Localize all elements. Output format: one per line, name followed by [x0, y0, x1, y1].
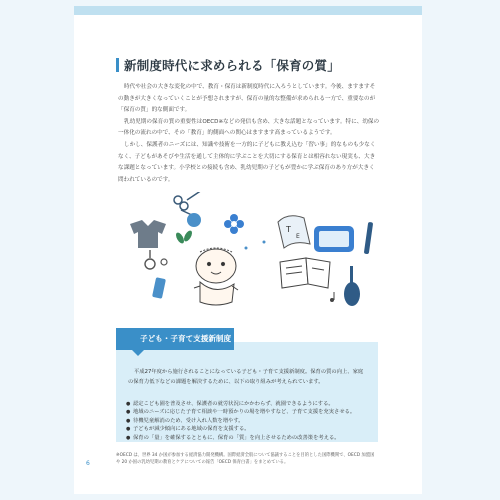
flower-icon	[224, 214, 244, 234]
support-box-heading: 子ども・子育て支援新制度	[116, 328, 234, 350]
svg-text:E: E	[296, 233, 300, 240]
ring-icon	[161, 259, 167, 265]
support-box-paragraph: 平成27年度から施行されることになっている子ども・子育て支援新制度。保育の質の向上、家庭の保育力低下などの課題を解決するために、以下の取り組みが考えられています。	[128, 369, 364, 385]
magnifier-icon	[145, 250, 155, 269]
violin-icon	[344, 266, 360, 306]
intro-paragraph: しかし、保護者のニーズには、知識や技術を一方的に子どもに教え込む「習い事」的なものも少なくなく、子どもがあそびや生活を通して主体的に学ぶことを大切にする保育とは相容れない現実も、大きな課題となっています。小学校との接続も含め、乳幼児期の子どもが豊かに学ぶ保育のあり方が大きく問われているのです。	[118, 141, 376, 183]
support-box-bullets	[126, 400, 372, 442]
list-item: ● 地域のニーズに応じた子育て相談や一時預かりの場を増やすなど、子育て支援を充実させる。	[126, 408, 372, 416]
support-box	[116, 334, 378, 442]
footnote: ※OECD は、世界 34 か国が参加する経済協力開発機構。国際経済全般について協議することを目的とした国際機関で、OECD 加盟国や 20 か国の乳幼児期の教育とケアについての報告「OECD 保育白書」をまとめている。	[116, 453, 375, 465]
list-item: ● 子どもが減少傾向にある地域の保育を支援する。	[126, 425, 372, 433]
tshirt-icon	[130, 220, 166, 248]
intro-paragraph: 時代や社会の大きな変化の中で、教育・保育は新制度時代に入ろうとしています。今後、ますますその動きが大きくなっていくことが予想されますが、保育の量的な整備が求められる一方で、重要なのが「保育の質」的な側面です。	[118, 84, 376, 114]
svg-text:T: T	[286, 225, 291, 234]
tablet-icon	[314, 226, 354, 252]
list-item: ● 保育の「量」を確保するとともに、保育の「質」を向上させるための改善策を考える。	[126, 434, 372, 442]
list-item: ● 認定こども園を普及させ、保護者の就労状況にかかわらず、就園できるようにする。	[126, 400, 372, 408]
book-icon	[278, 216, 310, 248]
page	[74, 6, 422, 494]
balloon-icon	[187, 213, 201, 227]
decorative-dots	[245, 241, 266, 250]
page-title: 新制度時代に求められる「保育の質」	[124, 58, 340, 73]
list-item: ● 待機児童解消のため、受け入れ人数を増やす。	[126, 417, 372, 425]
child-drawing	[194, 248, 238, 305]
smartphone-icon	[152, 277, 166, 299]
section-heading	[116, 56, 340, 74]
music-notes-icon	[330, 292, 334, 302]
pen-icon	[364, 222, 373, 254]
intro-text	[118, 82, 380, 186]
scissors-icon	[174, 192, 202, 216]
page-number: 6	[86, 460, 90, 467]
leaves-icon	[174, 229, 193, 244]
heading-marker	[116, 58, 119, 72]
top-accent-bar	[74, 6, 422, 15]
illustration-child-and-objects	[114, 192, 374, 318]
notebook-icon	[280, 258, 330, 288]
intro-paragraph: 乳幼児期の保育の質の重要性はOECD※などの発信も含め、大きな話題となっています。特に、幼保の一体化の流れの中で、その「教育」的側面への関心はますます高まっているようです。	[118, 118, 380, 137]
